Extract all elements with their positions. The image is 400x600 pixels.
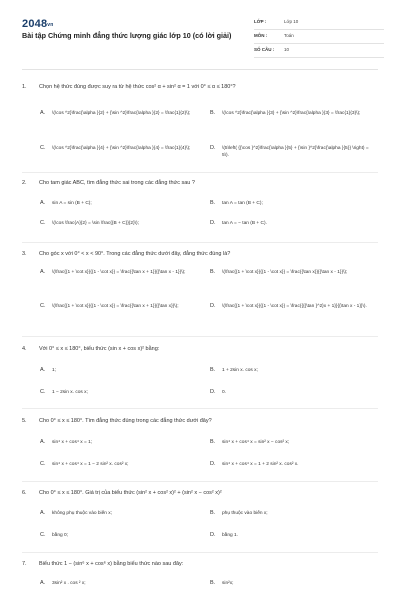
option-label: D. bbox=[210, 389, 216, 395]
option-label: A. bbox=[40, 510, 46, 516]
question-number: 2. bbox=[22, 180, 27, 186]
option-text: tan A = − tan (B + C). bbox=[222, 221, 267, 226]
option-label: B. bbox=[210, 269, 216, 275]
option-text: sin²x; bbox=[222, 581, 234, 586]
question-divider bbox=[22, 552, 378, 553]
option-label: A. bbox=[40, 367, 46, 373]
option-text: sin A = sin (B + C); bbox=[52, 201, 92, 206]
question-stem bbox=[22, 490, 382, 497]
question-text: Cho tam giác ABC, tìm đẳng thức sai trong các đẳng thức sau ? bbox=[39, 180, 195, 186]
question-stem bbox=[22, 84, 382, 91]
option-text: tan A = tan (B + C); bbox=[222, 201, 263, 206]
question-text: Cho góc x với 0° < x < 90°. Trong các đẳng thức dưới đây, đẳng thức đúng là? bbox=[39, 251, 231, 257]
question-number: 3. bbox=[22, 251, 27, 257]
option-text: 1; bbox=[52, 368, 57, 373]
option-label: B. bbox=[210, 580, 216, 586]
question-text: Cho 0° ≤ x ≤ 180°. Tìm đẳng thức đúng trong các đẳng thức dưới đây? bbox=[39, 418, 212, 424]
option-text: bằng 1. bbox=[222, 533, 239, 538]
question-divider bbox=[22, 408, 378, 409]
page-title: Bài tập Chứng minh đẳng thức lượng giác lớp 10 (có lời giải) bbox=[22, 31, 232, 40]
option-text: 0. bbox=[222, 390, 227, 395]
option-text: sin⁴ x + cos⁴ x = 1; bbox=[52, 440, 93, 445]
question-number: 6. bbox=[22, 490, 27, 496]
option-text: sin⁴ x + cos⁴ x = 1 − 2 sin² x. cos² x; bbox=[52, 462, 129, 467]
option-label: D. bbox=[210, 220, 216, 226]
option-text: 1 − 2sin x. cos x; bbox=[52, 390, 88, 395]
question-text: Biểu thức 1 − (sin⁶ x + cos⁶ x) bằng biểu thức nào sau đây: bbox=[39, 561, 184, 567]
question-divider bbox=[22, 481, 378, 482]
option-label: C. bbox=[40, 461, 46, 467]
option-text: \(\frac{{1 + \cot x}}{{1 - \cot x}} = \frac{{\tan x + 1}}{{\tan x - 1}}\); bbox=[52, 270, 186, 275]
header-divider bbox=[22, 69, 378, 70]
option-label: D. bbox=[210, 532, 216, 538]
question-text: Chọn hệ thức đúng được suy ra từ hệ thức cos² α + sin² α = 1 với 0° ≤ α ≤ 180°? bbox=[39, 84, 236, 90]
option-label: A. bbox=[40, 580, 46, 586]
question-stem bbox=[22, 418, 382, 425]
option-text: sin⁴ x + cos⁴ x = 1 + 2 sin² x. cos² x. bbox=[222, 462, 299, 467]
option-text: \(\frac{{1 + \cot x}}{{1 - \cot x}} = \frac{{\tan x}}{{\tan x - 1}}\); bbox=[222, 270, 348, 275]
option-label: D. bbox=[210, 461, 216, 467]
option-label: A. bbox=[40, 269, 46, 275]
question-number: 1. bbox=[22, 84, 27, 90]
question-stem bbox=[22, 180, 382, 187]
option-label: D. bbox=[210, 145, 216, 151]
question-divider bbox=[22, 242, 378, 243]
question-divider bbox=[22, 336, 378, 337]
option-label: A. bbox=[40, 200, 46, 206]
option-label: A. bbox=[40, 439, 46, 445]
question-divider bbox=[22, 172, 378, 173]
question-text: Cho 0° ≤ x ≤ 180°. Giá trị của biểu thức (sin² x + cos² x)² + (sin² x − cos² x)² bbox=[39, 490, 222, 496]
meta-key: MÔN : bbox=[254, 33, 268, 38]
option-label: A. bbox=[40, 110, 46, 116]
option-text: \(\frac{{1 + \cot x}}{{1 - \cot x}} = \frac{{\tan x + 1}}{{\tan x}}\); bbox=[52, 304, 179, 309]
option-text: sin⁴ x + cos⁴ x = sin² x − cos² x; bbox=[222, 440, 290, 445]
option-text: 3sin² x . cos ² x; bbox=[52, 581, 86, 586]
option-text: \(\cos ^2}\frac{\alpha }{4} + {\sin ^2}\frac{\alpha }{4} = \frac{1}{4}\); bbox=[52, 146, 191, 151]
option-text: \(\cos ^2}\frac{\alpha }{2} + {\sin ^2}\frac{\alpha }{2} = \frac{1}{2}\); bbox=[52, 111, 191, 116]
question-stem bbox=[22, 251, 382, 258]
document-header bbox=[0, 0, 400, 66]
meta-value: Lớp 10 bbox=[284, 19, 299, 24]
option-text: phụ thuộc vào biến x; bbox=[222, 511, 268, 516]
option-label: B. bbox=[210, 110, 216, 116]
option-label: C. bbox=[40, 532, 46, 538]
option-text: \(\cos ^2}\frac{\alpha }{3} + {\sin ^2}\frac{\alpha }{3} = \frac{1}{3}\); bbox=[222, 111, 361, 116]
option-text: không phụ thuộc vào biến x; bbox=[52, 511, 113, 516]
meta-row-class bbox=[254, 16, 384, 30]
option-label: C. bbox=[40, 220, 46, 226]
meta-table bbox=[254, 16, 384, 58]
option-label: B. bbox=[210, 200, 216, 206]
meta-row-subject bbox=[254, 30, 384, 44]
option-label: D. bbox=[210, 303, 216, 309]
meta-key: SỐ CÂU : bbox=[254, 47, 275, 52]
question-number: 7. bbox=[22, 561, 27, 567]
option-text: 1 + 2sin x. cos x; bbox=[222, 368, 258, 373]
option-text: \(\frac{{1 + \cot x}}{{1 - \cot x}} = \frac{{{{\tan }^2}x + 1}}{{\tan x - 1}}\). bbox=[222, 304, 367, 309]
option-label: C. bbox=[40, 145, 46, 151]
option-label: C. bbox=[40, 389, 46, 395]
option-label: B. bbox=[210, 439, 216, 445]
option-label: B. bbox=[210, 510, 216, 516]
question-text: Với 0° ≤ x ≤ 180°, biểu thức (sin x + cos x)² bằng: bbox=[39, 346, 160, 352]
question-number: 4. bbox=[22, 346, 27, 352]
question-number: 5. bbox=[22, 418, 27, 424]
logo-suffix: vn bbox=[47, 22, 54, 28]
option-text: \(5\left( {{\cos }^2}\frac{\alpha }{5} + {\sin }^2}\frac{\alpha }{5}} \right) = 5\). bbox=[222, 146, 369, 158]
question-stem bbox=[22, 561, 382, 568]
site-logo[interactable] bbox=[22, 18, 54, 30]
meta-key: LỚP : bbox=[254, 19, 267, 24]
meta-row-count bbox=[254, 44, 384, 58]
question-stem bbox=[22, 346, 382, 353]
meta-value: 10 bbox=[284, 47, 290, 52]
option-text: bằng 0; bbox=[52, 533, 69, 538]
option-label: C. bbox=[40, 303, 46, 309]
logo-text: 2048 bbox=[22, 18, 48, 30]
option-text: \(\cos \frac{A}{2} = \sin \frac{{B + C}}{2}\); bbox=[52, 221, 139, 226]
option-label: B. bbox=[210, 367, 216, 373]
meta-value: Toán bbox=[284, 33, 294, 38]
